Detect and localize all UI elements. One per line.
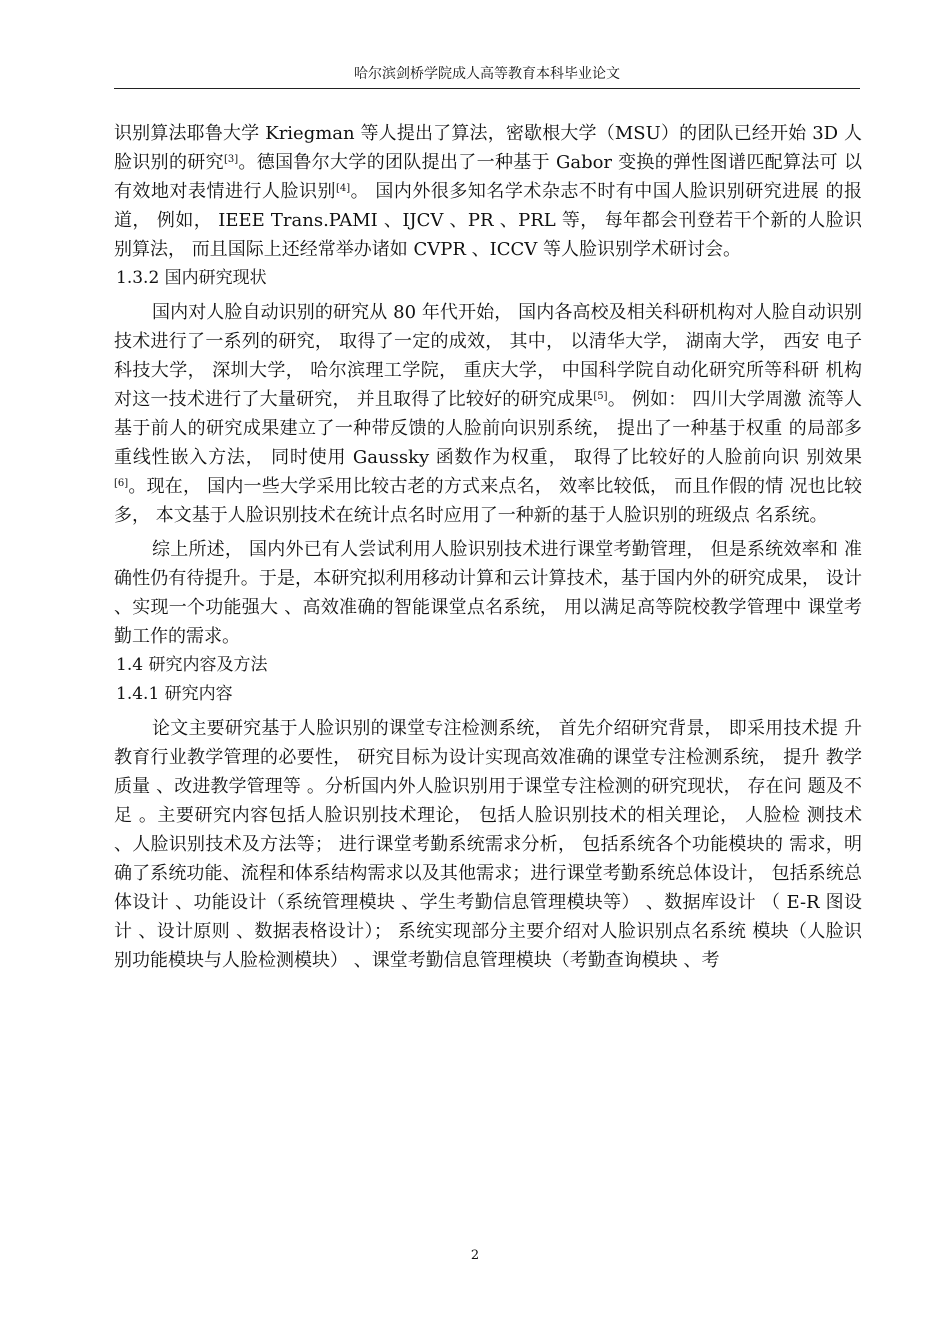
paragraph-domestic-research: 国内对人脸自动识别的研究从 80 年代开始， 国内各高校及相关科研机构对人脸自动识别技术进行了一系列的研究， 取得了一定的成效， 其中， 以清华大学， 湖南大学， 西安 电子科技大学， 深圳大学， 哈尔滨理工学院， 重庆大学， 中国科学院自动化研究所等科研 机构对这一技术进行了大量研究， 并且取得了比较好的研究成果[5]。 例如： 四川大学周激 流等人基于前人的研究成果建立了一种带反馈的人脸前向识别系统， 提出了一种基于权重 的局部多重线性嵌入方法， 同时使用 Gaussky 函数作为权重， 取得了比较好的人脸前向识 别效果[6]。现在， 国内一些大学采用比较古老的方式来点名， 效率比较低， 而且作假的情 况也比较多， 本文基于人脸识别技术在统计点名时应用了一种新的基于人脸识别的班级点 名系统。 (114, 302, 862, 526)
document-body (114, 119, 862, 975)
paragraph-international-research: 识别算法耶鲁大学 Kriegman 等人提出了算法，密歇根大学（MSU）的团队已经开始 3D 人 脸识别的研究[3]。德国鲁尔大学的团队提出了一种基于 Gabor 变换的弹性图谱匹配算法可 以有效地对表情进行人脸识别[4]。 国内外很多知名学术杂志不时有中国人脸识别研究进展 的报道， 例如， IEEE Trans.PAMI 、IJCV 、PR 、PRL 等， 每年都会刊登若干个新的人脸识 别算法， 而且国际上还经常举办诸如 CVPR 、ICCV 等人脸识别学术研讨会。 (114, 123, 862, 260)
page-header: 哈尔滨剑桥学院成人高等教育本科毕业论文 (354, 66, 620, 82)
citation-5[interactable]: [5] (593, 391, 608, 402)
section-heading-1-4-1: 1.4.1 研究内容 (116, 684, 233, 704)
header-divider (114, 88, 860, 89)
citation-6[interactable]: [6] (114, 478, 129, 489)
citation-4[interactable]: [4] (335, 183, 351, 194)
section-heading-1-4: 1.4 研究内容及方法 (116, 655, 268, 675)
page-number: 2 (470, 1248, 480, 1263)
section-heading-1-3-2: 1.3.2 国内研究现状 (116, 268, 267, 288)
citation-3[interactable]: [3] (223, 154, 239, 165)
paragraph-research-content: 论文主要研究基于人脸识别的课堂专注检测系统， 首先介绍研究背景， 即采用技术提 升教育行业教学管理的必要性， 研究目标为设计实现高效准确的课堂专注检测系统， 提升 教学质量 、改进教学管理等 。分析国内外人脸识别用于课堂专注检测的研究现状， 存在问 题及不足 。主要研究内容包括人脸识别技术理论， 包括人脸识别技术的相关理论， 人脸检 测技术 、人脸识别技术及方法等； 进行课堂考勤系统需求分析， 包括系统各个功能模块的 需求，明确了系统功能、流程和体系结构需求以及其他需求；进行课堂考勤系统总体设计， 包括系统总体设计 、功能设计（系统管理模块 、学生考勤信息管理模块等） 、数据库设计 （ E-R 图设计 、设计原则 、数据表格设计）； 系统实现部分主要介绍对人脸识别点名系统 模块（人脸识别功能模块与人脸检测模块） 、课堂考勤信息管理模块（考勤查询模块 、考 (114, 718, 862, 971)
paragraph-summary: 综上所述， 国内外已有人尝试利用人脸识别技术进行课堂考勤管理， 但是系统效率和 准确性仍有待提升。于是，本研究拟利用移动计算和云计算技术，基于国内外的研究成果， 设计 、实现一个功能强大 、高效准确的智能课堂点名系统， 用以满足高等院校教学管理中 课堂考勤工作的需求。 (114, 539, 862, 647)
